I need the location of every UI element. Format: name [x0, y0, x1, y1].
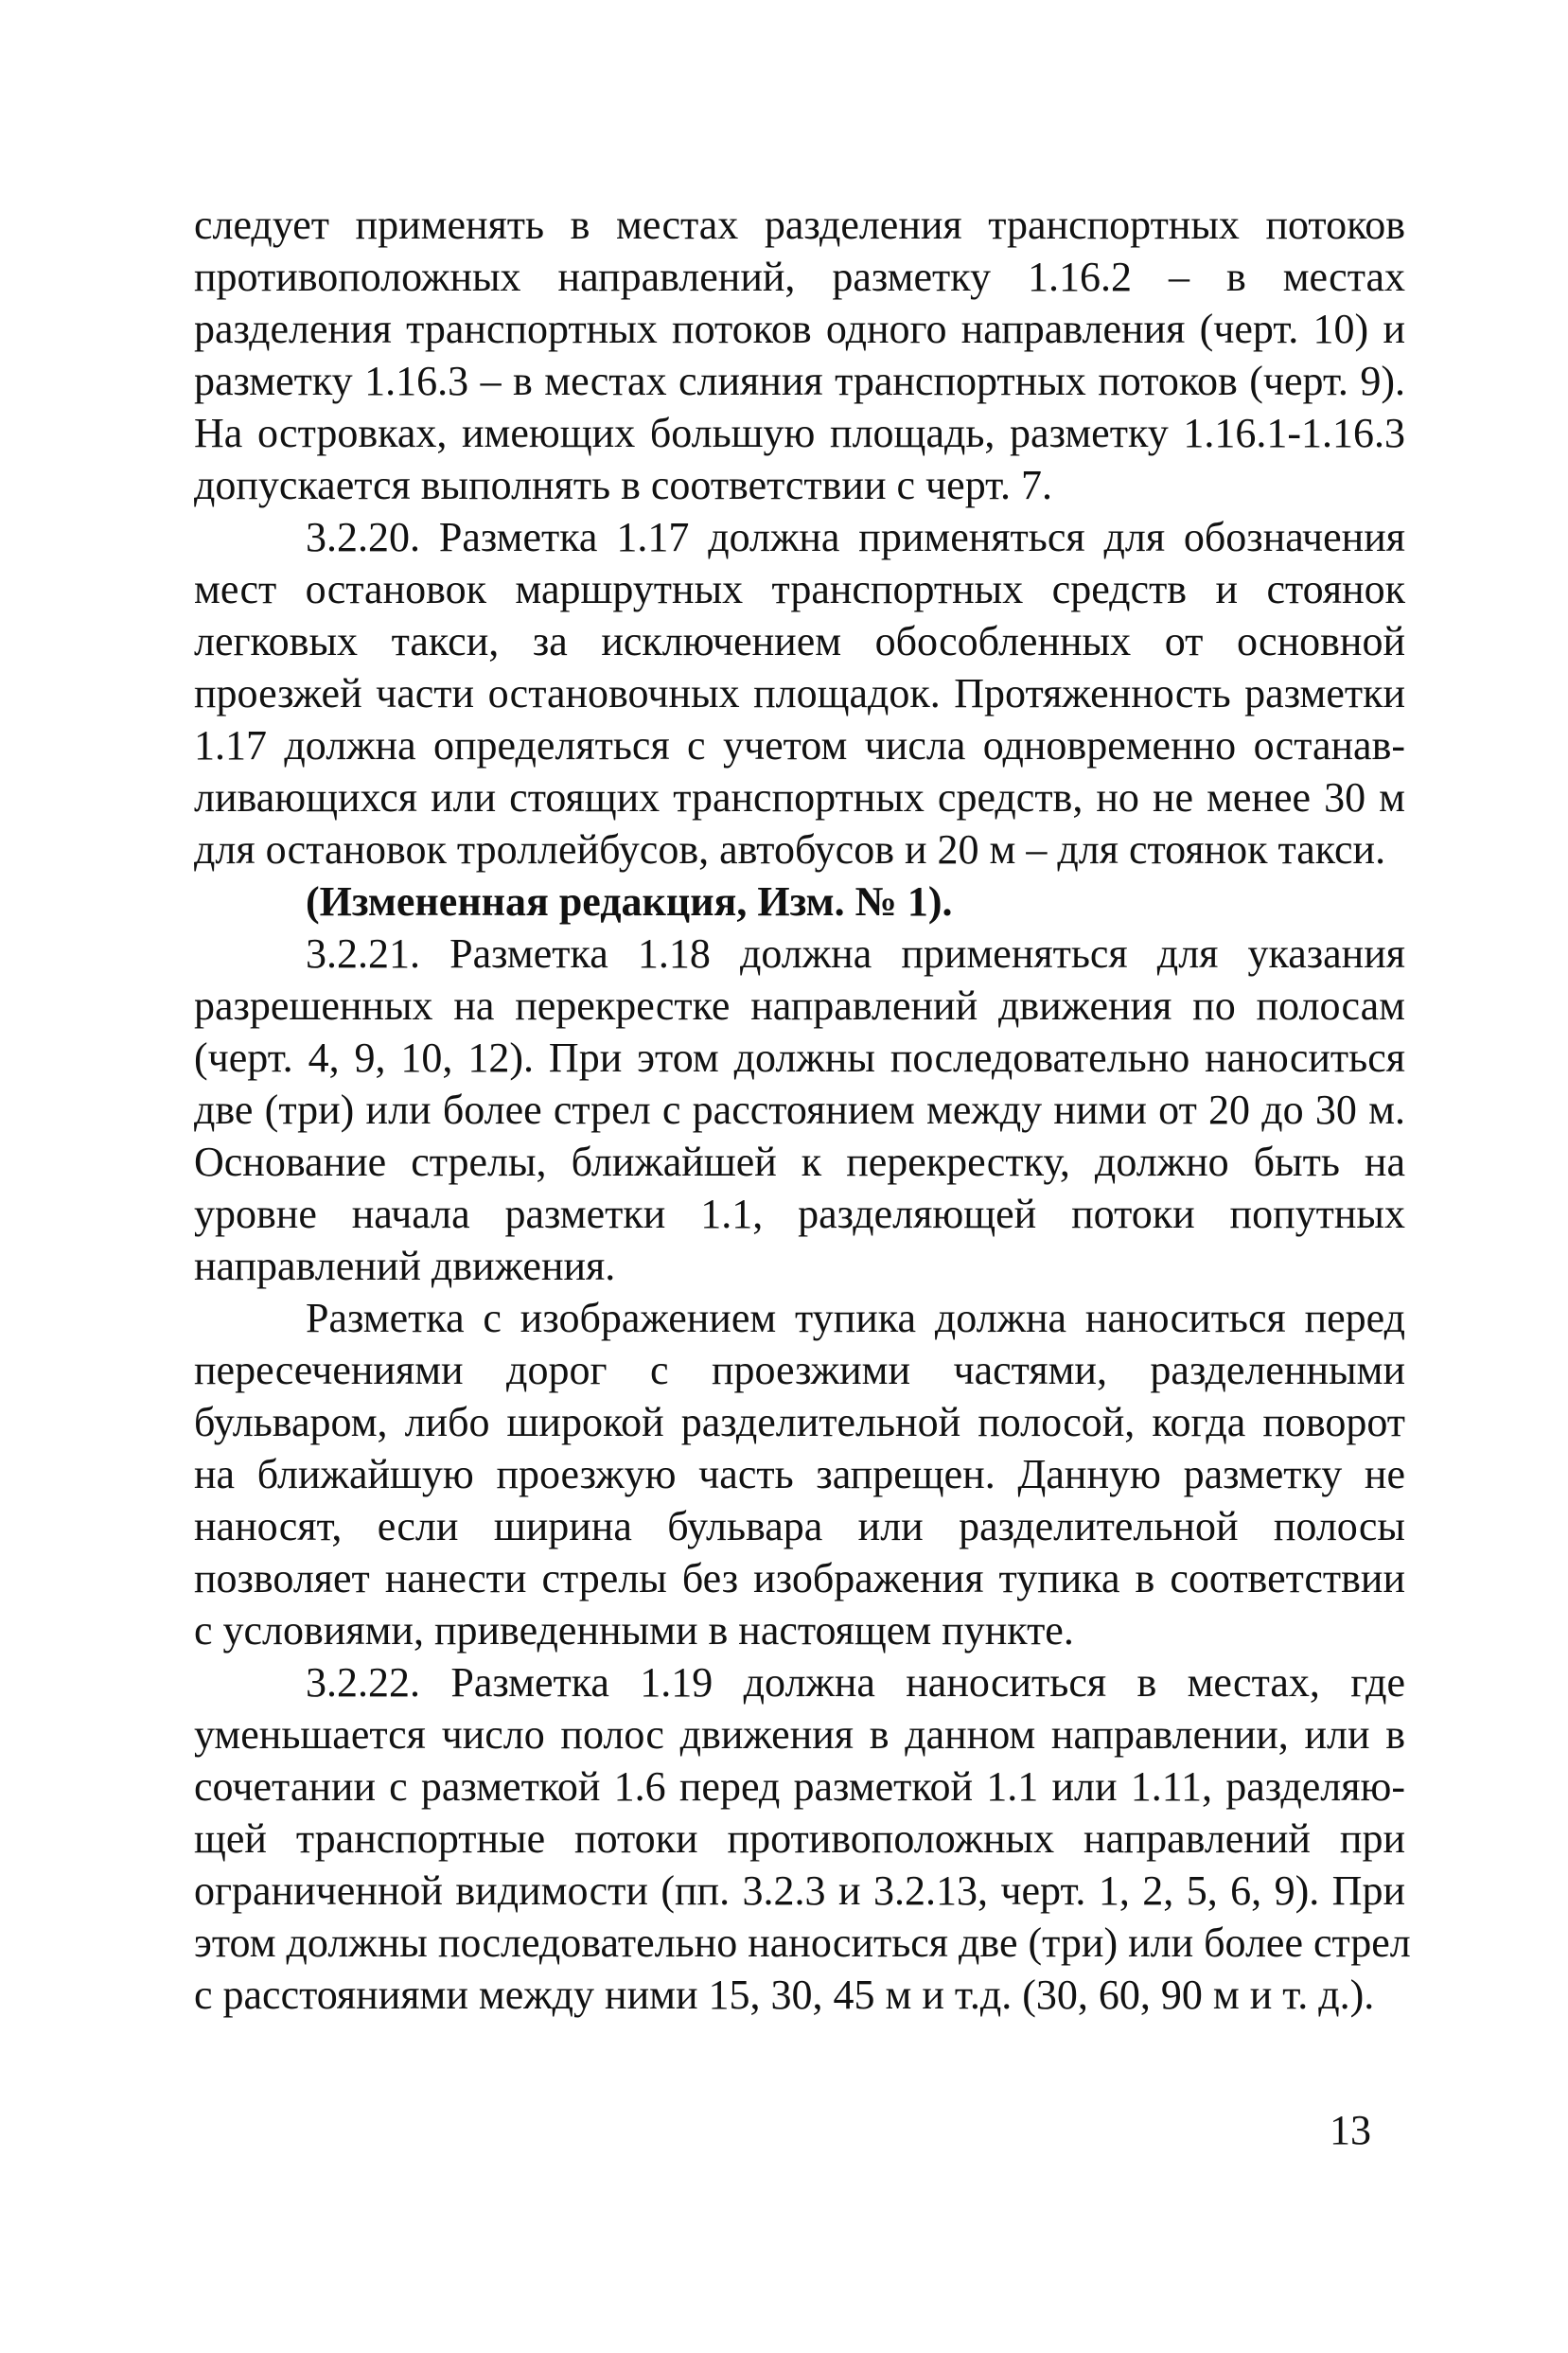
- text-line: щей транспортные потоки противоположных направлений при: [194, 1815, 1405, 1862]
- text-line: уменьшается число полос движения в данном направлении, или в: [194, 1711, 1405, 1758]
- text-line: бульваром, либо широкой разделительной полосой, когда поворот: [194, 1399, 1405, 1445]
- text-line: мест остановок маршрутных транспортных средств и стоянок: [194, 566, 1405, 612]
- amendment-note: (Измененная редакция, Изм. № 1).: [306, 878, 953, 925]
- text-line: ограниченной видимости (пп. 3.2.3 и 3.2.13, черт. 1, 2, 5, 6, 9). При: [194, 1867, 1405, 1914]
- text-line: ливающихся или стоящих транспортных средств, но не менее 30 м: [194, 774, 1405, 821]
- text-line: пересечениями дорог с проезжими частями, разделенными: [194, 1347, 1405, 1393]
- clause-3-2-21-line: 3.2.21. Разметка 1.18 должна применяться для указания: [306, 930, 1405, 977]
- text-line: на ближайшую проезжую часть запрещен. Данную разметку не: [194, 1451, 1405, 1497]
- text-line: для остановок троллейбусов, автобусов и 20 м – для стоянок такси.: [194, 826, 1386, 873]
- text-line: 1.17 должна определяться с учетом числа одновременно останав-: [194, 722, 1405, 769]
- text-line: сочетании с разметкой 1.6 перед разметкой 1.1 или 1.11, разделяю-: [194, 1763, 1405, 1810]
- text-line: На островках, имеющих большую площадь, разметку 1.16.1-1.16.3: [194, 410, 1405, 456]
- text-line: с расстояниями между ними 15, 30, 45 м и т.д. (30, 60, 90 м и т. д.).: [194, 1972, 1375, 2018]
- clause-3-2-20-line: 3.2.20. Разметка 1.17 должна применяться для обозначения: [306, 514, 1405, 560]
- text-line: противоположных направлений, разметку 1.16.2 – в местах: [194, 254, 1405, 300]
- page-number: 13: [1330, 2107, 1371, 2153]
- text-line: Основание стрелы, ближайшей к перекрестку, должно быть на: [194, 1139, 1405, 1185]
- text-line: следует применять в местах разделения транспортных потоков: [194, 202, 1405, 248]
- text-line: проезжей части остановочных площадок. Протяженность разметки: [194, 670, 1405, 717]
- text-line: позволяет нанести стрелы без изображения тупика в соответствии: [194, 1555, 1405, 1601]
- text-line: направлений движения.: [194, 1243, 616, 1289]
- text-line: разделения транспортных потоков одного направления (черт. 10) и: [194, 306, 1405, 352]
- text-line: наносят, если ширина бульвара или разделительной полосы: [194, 1503, 1405, 1549]
- text-line: легковых такси, за исключением обособленных от основной: [194, 618, 1405, 664]
- text-line: этом должны последовательно наноситься две (три) или более стрел: [194, 1920, 1411, 1966]
- body-text: [194, 199, 1411, 2021]
- text-line: уровне начала разметки 1.1, разделяющей потоки попутных: [194, 1191, 1405, 1237]
- text-line: две (три) или более стрел с расстоянием между ними от 20 до 30 м.: [194, 1087, 1405, 1133]
- paragraph-first-line: Разметка с изображением тупика должна наноситься перед: [306, 1295, 1405, 1341]
- text-line: (черт. 4, 9, 10, 12). При этом должны последовательно наноситься: [194, 1035, 1405, 1081]
- clause-3-2-22-line: 3.2.22. Разметка 1.19 должна наноситься в местах, где: [306, 1659, 1405, 1706]
- text-line: с условиями, приведенными в настоящем пункте.: [194, 1607, 1074, 1654]
- text-line: разметку 1.16.3 – в местах слияния транспортных потоков (черт. 9).: [194, 358, 1405, 404]
- text-line: разрешенных на перекрестке направлений движения по полосам: [194, 982, 1405, 1029]
- text-line: допускается выполнять в соответствии с черт. 7.: [194, 462, 1053, 508]
